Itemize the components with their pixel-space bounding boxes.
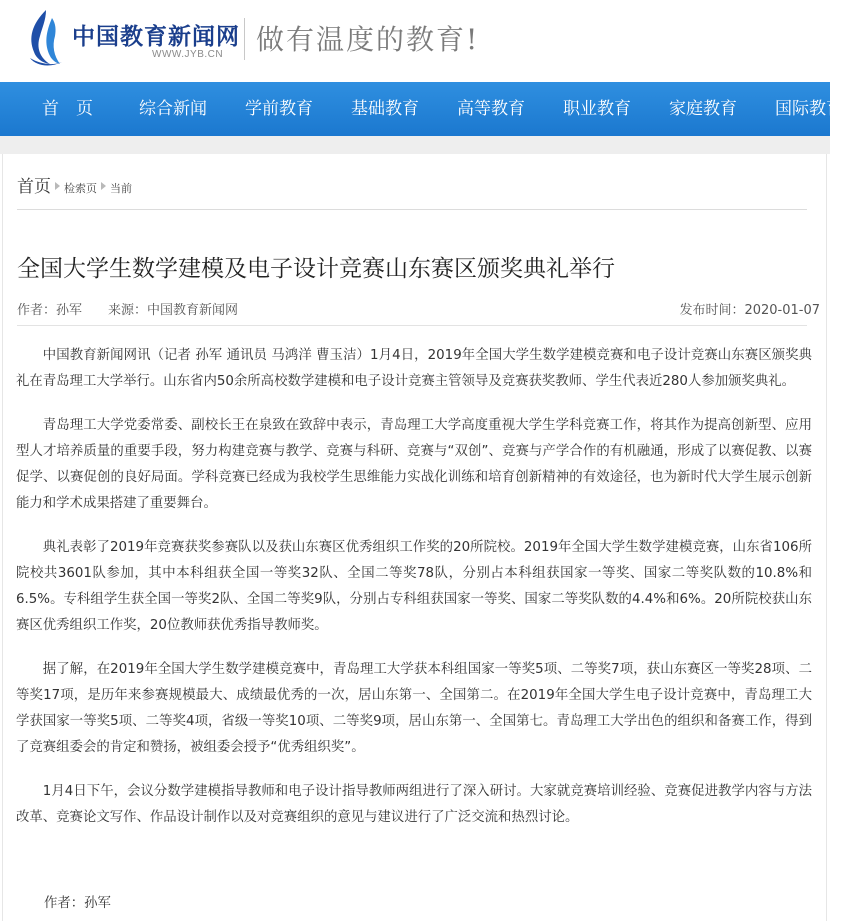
article-paragraph: 青岛理工大学党委常委、副校长王在泉致在致辞中表示，青岛理工大学高度重视大学生学科竞赛工作，将其作为提高创新型、应用型人才培养质量的重要手段，努力构建竞赛与教学、竞赛与科研、竞赛与“双创”、竞赛与产学合作的有机融通，形成了以赛促教、以赛促学、以赛促创的良好局面。学科竞赛已经成为我校学生思维能力实战化训练和培育创新精神的有效途径，也为新时代大学生展示创新能力和学术成果搭建了重要舞台。: [16, 418, 812, 511]
content-border-right: [826, 154, 827, 921]
breadcrumb-arrow-icon: [101, 182, 106, 190]
main-nav: [0, 82, 843, 136]
meta-divider: [17, 325, 807, 326]
nav-item-vocational[interactable]: 职业教育: [563, 99, 631, 119]
article-paragraph: 1月4日下午，会议分数学建模指导教师和电子设计指导教师两组进行了深入研讨。大家就竞赛培训经验、竞赛促进教学内容与方法改革、竞赛论文写作、作品设计制作以及对竞赛组织的意见与建议进行了广泛交流和热烈讨论。: [16, 784, 812, 825]
article-title: 全国大学生数学建模及电子设计竞赛山东赛区颁奖典礼举行: [17, 256, 615, 282]
nav-item-basic-education[interactable]: 基础教育: [351, 99, 419, 119]
article-paragraph: 据了解，在2019年全国大学生数学建模竞赛中，青岛理工大学获本科组国家一等奖5项、二等奖7项，获山东赛区一等奖28项、二等奖17项，是历年来参赛规模最大、成绩最优秀的一次，居山东第一、全国第二。在2019年全国大学生电子设计竞赛中，青岛理工大学获国家一等奖5项、二等奖4项，省级一等奖10项、二等奖9项，居山东第一、全国第七。青岛理工大学出色的组织和备赛工作，得到了竞赛组委会的肯定和赞扬，被组委会授予“优秀组织奖”。: [16, 662, 812, 755]
nav-spacer: [0, 136, 830, 154]
article-source: 来源：中国教育新闻网: [108, 303, 239, 318]
site-name[interactable]: 中国教育新闻网: [72, 24, 240, 50]
nav-item-preschool[interactable]: 学前教育: [245, 99, 313, 119]
breadcrumb-home[interactable]: 首页: [17, 177, 51, 197]
breadcrumb: [17, 172, 132, 196]
nav-item-general-news[interactable]: 综合新闻: [139, 99, 207, 119]
article-body: [16, 343, 812, 849]
nav-item-family[interactable]: 家庭教育: [669, 99, 737, 119]
article-meta: [17, 299, 264, 318]
breadcrumb-current: 当前: [110, 182, 132, 195]
nav-item-home[interactable]: 首 页: [42, 99, 93, 119]
content-border-left: [2, 154, 3, 921]
breadcrumb-arrow-icon: [55, 182, 60, 190]
site-header: [0, 0, 830, 82]
nav-item-higher-education[interactable]: 高等教育: [457, 99, 525, 119]
site-logo-icon[interactable]: [22, 8, 66, 68]
article-date: 发布时间：2020-01-07: [679, 303, 820, 318]
slogan: 做有温度的教育!: [256, 23, 480, 56]
site-url: WWW.JYB.CN: [152, 49, 224, 60]
breadcrumb-divider: [17, 209, 807, 210]
article-footer-author: 作者：孙军: [44, 896, 111, 911]
header-divider: [244, 18, 245, 60]
breadcrumb-search[interactable]: 检索页: [64, 182, 97, 195]
article-author: 作者：孙军: [17, 303, 83, 318]
article-paragraph: 中国教育新闻网讯（记者 孙军 通讯员 马鸿洋 曹玉洁）1月4日，2019年全国大学生数学建模竞赛和电子设计竞赛山东赛区颁奖典礼在青岛理工大学举行。山东省内50余所高校数学建模和电子设计竞赛主管领导及竞赛获奖教师、学生代表近280人参加颁奖典礼。: [16, 348, 812, 389]
article-paragraph: 典礼表彰了2019年竞赛获奖参赛队以及获山东赛区优秀组织工作奖的20所院校。2019年全国大学生数学建模竞赛，山东省106所院校共3601队参加，其中本科组获全国一等奖32队、全国二等奖78队，分别占本科组获国家一等奖、国家二等奖队数的10.8%和6.5%。专科组学生获全国一等奖2队、全国二等奖9队，分别占专科组获国家一等奖、国家二等奖队数的4.4%和6%。20所院校获山东赛区优秀组织工作奖，20位教师获优秀指导教师奖。: [16, 540, 812, 633]
nav-item-international[interactable]: 国际教育: [775, 99, 843, 119]
